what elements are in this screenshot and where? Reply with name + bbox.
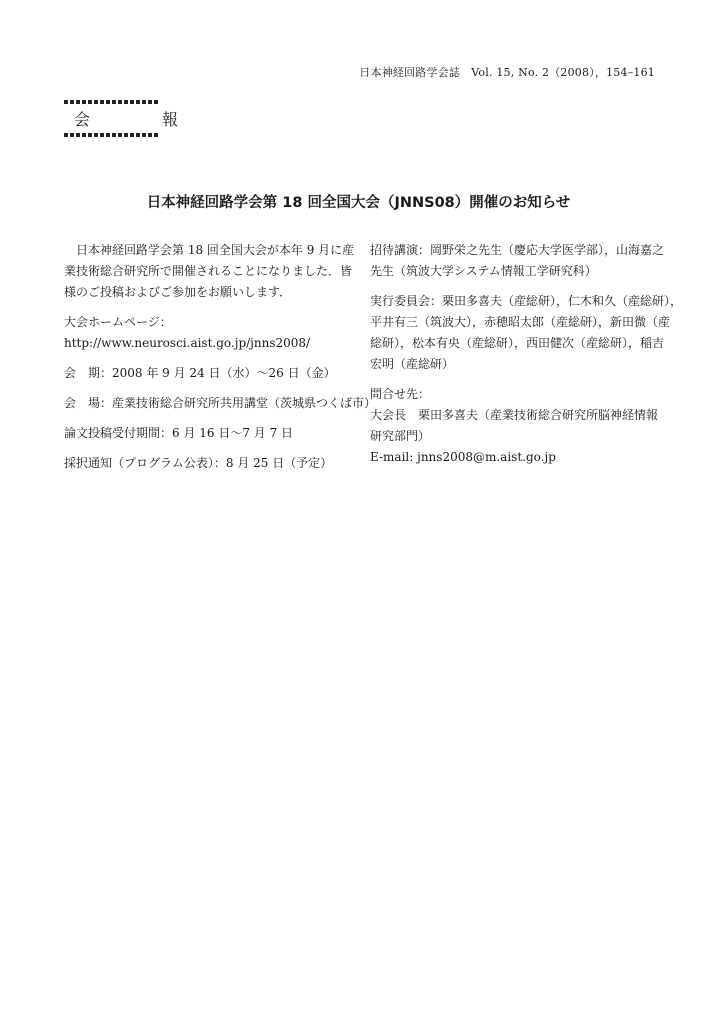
intro-line: 日本神経回路学会第 18 回全国大会が本年 9 月に産	[76, 243, 355, 257]
section-label	[64, 100, 207, 137]
intro-line: 様のご投稿およびご参加をお願いします．	[64, 285, 292, 299]
committee-line: 総研），松本有央（産総研），西田健次（産総研），稲吉	[370, 336, 665, 350]
right-column	[370, 240, 683, 477]
invited-speakers	[370, 240, 665, 282]
page-title: 日本神経回路学会第 18 回全国大会（JNNS08）開催のお知らせ	[146, 195, 571, 211]
submission-text: 論文投稿受付期間：6 月 16 日～7 月 7 日	[64, 426, 294, 440]
section-label-text: 会 報	[74, 110, 207, 129]
submission-line	[64, 423, 358, 444]
contact-line: 大会長 栗田多喜夫（産業技術総合研究所脳神経情報	[370, 408, 659, 422]
notification-text: 採択通知（プログラム公表）：8 月 25 日（予定）	[64, 456, 333, 470]
left-column	[64, 240, 377, 483]
homepage-block	[64, 312, 358, 354]
intro-paragraph	[64, 240, 358, 303]
contact-line: 研究部門）	[370, 429, 431, 443]
homepage-url[interactable]: http://www.neurosci.aist.go.jp/jnns2008/	[64, 336, 311, 350]
committee-block	[370, 291, 683, 375]
contact-email[interactable]: E-mail: jnns2008@m.aist.go.jp	[370, 450, 556, 464]
notification-line	[64, 453, 358, 474]
contact-block	[370, 384, 660, 468]
journal-citation: 日本神経回路学会誌 Vol. 15, No. 2（2008），154–161	[359, 66, 655, 79]
contact-label: 問合せ先：	[370, 387, 431, 401]
intro-line: 業技術総合研究所で開催されることになりました．皆	[64, 264, 353, 278]
venue-line	[64, 393, 377, 414]
dashed-rule-bottom	[64, 133, 158, 137]
period-text: 会 期：2008 年 9 月 24 日（水）～26 日（金）	[64, 366, 336, 380]
venue-text: 会 場：産業技術総合研究所共用講堂（茨城県つくば市）	[64, 396, 377, 410]
homepage-label: 大会ホームページ：	[64, 315, 172, 329]
invited-line: 先生（筑波大学システム情報工学研究科）	[370, 264, 597, 278]
period-line	[64, 363, 358, 384]
committee-line: 実行委員会：栗田多喜夫（産総研），仁木和久（産総研），	[370, 294, 683, 308]
committee-line: 平井有三（筑波大），赤穂昭太郎（産総研），新田微（産	[370, 315, 671, 329]
invited-line: 招待講演：岡野栄之先生（慶応大学医学部），山海嘉之	[370, 243, 665, 257]
committee-line: 宏明（産総研）	[370, 357, 455, 371]
